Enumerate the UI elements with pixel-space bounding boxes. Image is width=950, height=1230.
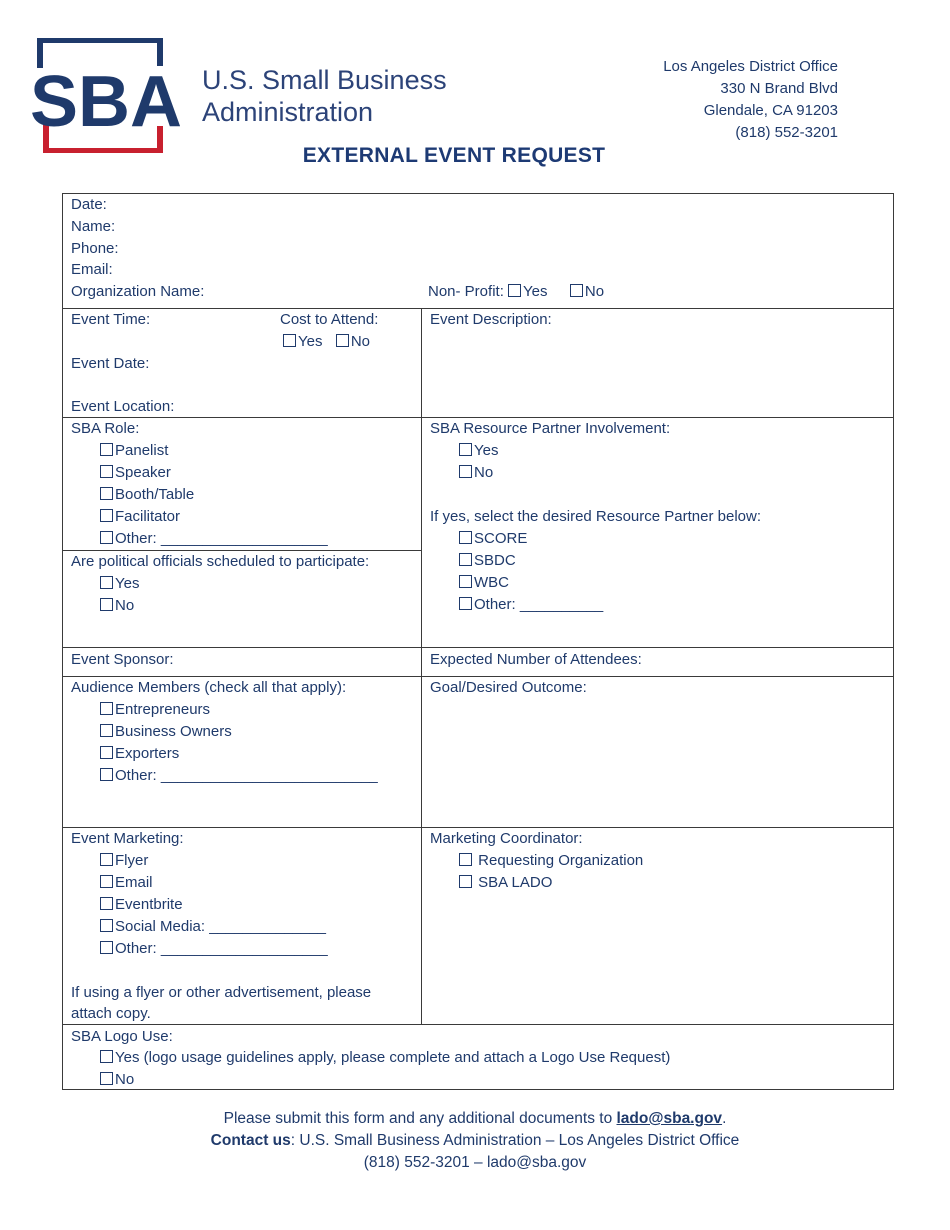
name-label: Name:: [71, 218, 116, 235]
role-panelist-label: Panelist: [115, 442, 169, 459]
audience-option: [100, 765, 378, 787]
partner-select-label: If yes, select the desired Resource Partner below:: [430, 508, 761, 525]
partner-sbdc-label: SBDC: [474, 552, 516, 569]
agency-line-2: Administration: [202, 97, 374, 127]
contact-phone-email: (818) 552-3201 – lado@sba.gov: [363, 1154, 587, 1171]
marketing-social-media-label: Social Media: ______________: [115, 918, 327, 935]
role-option: [100, 528, 328, 550]
cost-yes-label: Yes: [298, 333, 323, 350]
logo-use-label: SBA Logo Use:: [71, 1028, 173, 1045]
event-marketing-label: Event Marketing:: [71, 830, 184, 847]
partner-score-label: SCORE: [474, 530, 528, 547]
office-address: [663, 56, 838, 144]
audience-entrepreneurs-label: Entrepreneurs: [115, 701, 211, 718]
marketing-option: [100, 938, 328, 960]
role-speaker-checkbox[interactable]: [100, 465, 113, 478]
coordinator-requesting-org-checkbox[interactable]: [459, 853, 472, 866]
marketing-flyer-label: Flyer: [115, 852, 149, 869]
event-sponsor-label: Event Sponsor:: [71, 651, 174, 668]
audience-other-checkbox[interactable]: [100, 768, 113, 781]
partner-option: [459, 594, 603, 616]
cost-no-label: No: [350, 333, 371, 350]
marketing-other-label: Other: ____________________: [115, 940, 328, 957]
marketing-note-line-2: attach copy.: [71, 1005, 151, 1022]
role-option: [100, 462, 171, 484]
expected-attendees-label: Expected Number of Attendees:: [430, 651, 642, 668]
political-yes-checkbox[interactable]: [100, 576, 113, 589]
audience-entrepreneurs-checkbox[interactable]: [100, 702, 113, 715]
sba-logo: [30, 38, 180, 153]
email-label: Email:: [71, 261, 113, 278]
audience-label: Audience Members (check all that apply):: [71, 679, 347, 696]
submit-text: Please submit this form and any additional documents to: [223, 1110, 617, 1127]
partner-wbc-checkbox[interactable]: [459, 575, 472, 588]
role-panelist-checkbox[interactable]: [100, 443, 113, 456]
non-profit-no-checkbox[interactable]: [570, 284, 583, 297]
marketing-email-checkbox[interactable]: [100, 875, 113, 888]
partner-option: [459, 572, 509, 594]
partner-involvement-option: [459, 440, 498, 462]
non-profit-field: [428, 281, 604, 303]
logo-use-no-label: No: [115, 1071, 135, 1088]
resource-partner-label: SBA Resource Partner Involvement:: [430, 420, 671, 437]
divider: [63, 1024, 893, 1025]
event-date-label: Event Date:: [71, 355, 150, 372]
marketing-note-line-1: If using a flyer or other advertisement, please: [71, 984, 372, 1001]
contact-line: [0, 1130, 950, 1152]
coordinator-requesting-org-label: Requesting Organization: [474, 852, 644, 869]
partner-option: [459, 550, 516, 572]
divider: [63, 647, 893, 648]
partner-no-checkbox[interactable]: [459, 465, 472, 478]
address-line-3: Glendale, CA 91203: [703, 102, 838, 119]
submit-email-link[interactable]: lado@sba.gov: [616, 1110, 723, 1127]
partner-other-checkbox[interactable]: [459, 597, 472, 610]
footer: [0, 1108, 950, 1174]
audience-option: [100, 699, 210, 721]
partner-score-checkbox[interactable]: [459, 531, 472, 544]
political-officials-label: Are political officials scheduled to participate:: [71, 553, 370, 570]
sba-logo-mark: [30, 38, 180, 153]
event-time-label: Event Time:: [71, 311, 151, 328]
logo-use-yes-checkbox[interactable]: [100, 1050, 113, 1063]
agency-line-1: U.S. Small Business: [202, 65, 447, 95]
non-profit-label: Non- Profit:: [428, 283, 504, 300]
role-booth-label: Booth/Table: [115, 486, 195, 503]
submit-instructions: [0, 1108, 950, 1130]
marketing-eventbrite-label: Eventbrite: [115, 896, 183, 913]
logo-use-no-checkbox[interactable]: [100, 1072, 113, 1085]
address-line-4: (818) 552-3201: [735, 124, 838, 141]
role-other-checkbox[interactable]: [100, 531, 113, 544]
logo-use-yes-label: Yes (logo usage guidelines apply, please complete and attach a Logo Use Request): [115, 1049, 671, 1066]
non-profit-yes-checkbox[interactable]: [508, 284, 521, 297]
coordinator-sba-lado-label: SBA LADO: [474, 874, 553, 891]
coordinator-option: [459, 850, 643, 872]
audience-business-owners-label: Business Owners: [115, 723, 232, 740]
audience-exporters-checkbox[interactable]: [100, 746, 113, 759]
submit-period: .: [722, 1110, 727, 1127]
marketing-option: [100, 894, 183, 916]
coordinator-option: [459, 872, 552, 894]
audience-other-label: Other: __________________________: [115, 767, 378, 784]
contact-org: : U.S. Small Business Administration – Los Angeles District Office: [290, 1132, 740, 1149]
role-facilitator-checkbox[interactable]: [100, 509, 113, 522]
goal-outcome-label: Goal/Desired Outcome:: [430, 679, 587, 696]
partner-wbc-label: WBC: [474, 574, 509, 591]
non-profit-no-label: No: [584, 283, 605, 300]
audience-exporters-label: Exporters: [115, 745, 180, 762]
marketing-email-label: Email: [115, 874, 153, 891]
role-facilitator-label: Facilitator: [115, 508, 181, 525]
marketing-coordinator-label: Marketing Coordinator:: [430, 830, 583, 847]
political-no-checkbox[interactable]: [100, 598, 113, 611]
marketing-option: [100, 872, 153, 894]
org-name-label: Organization Name:: [71, 283, 205, 300]
role-option: [100, 440, 168, 462]
marketing-option: [100, 916, 326, 938]
partner-other-label: Other: __________: [474, 596, 604, 613]
marketing-other-checkbox[interactable]: [100, 941, 113, 954]
partner-option: [459, 528, 527, 550]
partner-involvement-option: [459, 462, 493, 484]
role-option: [100, 506, 180, 528]
role-option: [100, 484, 194, 506]
cost-yes-checkbox[interactable]: [283, 334, 296, 347]
cost-no-checkbox[interactable]: [336, 334, 349, 347]
political-no-label: No: [115, 597, 135, 614]
logo-use-option: [100, 1047, 670, 1069]
marketing-flyer-checkbox[interactable]: [100, 853, 113, 866]
political-option: [100, 573, 139, 595]
marketing-option: [100, 850, 148, 872]
logo-text: SBA: [30, 62, 180, 142]
non-profit-yes-label: Yes: [523, 283, 548, 300]
partner-yes-checkbox[interactable]: [459, 443, 472, 456]
phone-label: Phone:: [71, 240, 119, 257]
event-request-form: [62, 193, 894, 1090]
marketing-eventbrite-checkbox[interactable]: [100, 897, 113, 910]
cost-options: [283, 331, 370, 353]
political-yes-label: Yes: [115, 575, 140, 592]
address-line-2: 330 N Brand Blvd: [720, 80, 838, 97]
partner-yes-label: Yes: [474, 442, 499, 459]
column-divider: [421, 308, 422, 1024]
contact-us-label: Contact us: [210, 1132, 291, 1149]
coordinator-sba-lado-checkbox[interactable]: [459, 875, 472, 888]
cost-to-attend-label: Cost to Attend:: [280, 311, 379, 328]
event-description-label: Event Description:: [430, 311, 552, 328]
agency-name: [202, 64, 447, 128]
date-label: Date:: [71, 196, 107, 213]
role-other-label: Other: ____________________: [115, 530, 328, 547]
partner-sbdc-checkbox[interactable]: [459, 553, 472, 566]
role-booth-checkbox[interactable]: [100, 487, 113, 500]
sba-role-label: SBA Role:: [71, 420, 140, 437]
audience-option: [100, 743, 179, 765]
political-option: [100, 595, 134, 617]
form-title: EXTERNAL EVENT REQUEST: [302, 144, 606, 167]
role-speaker-label: Speaker: [115, 464, 171, 481]
partner-no-label: No: [474, 464, 494, 481]
audience-business-owners-checkbox[interactable]: [100, 724, 113, 737]
audience-option: [100, 721, 232, 743]
event-location-label: Event Location:: [71, 398, 175, 415]
marketing-social-media-checkbox[interactable]: [100, 919, 113, 932]
address-line-1: Los Angeles District Office: [663, 58, 838, 75]
logo-use-option: [100, 1069, 134, 1091]
